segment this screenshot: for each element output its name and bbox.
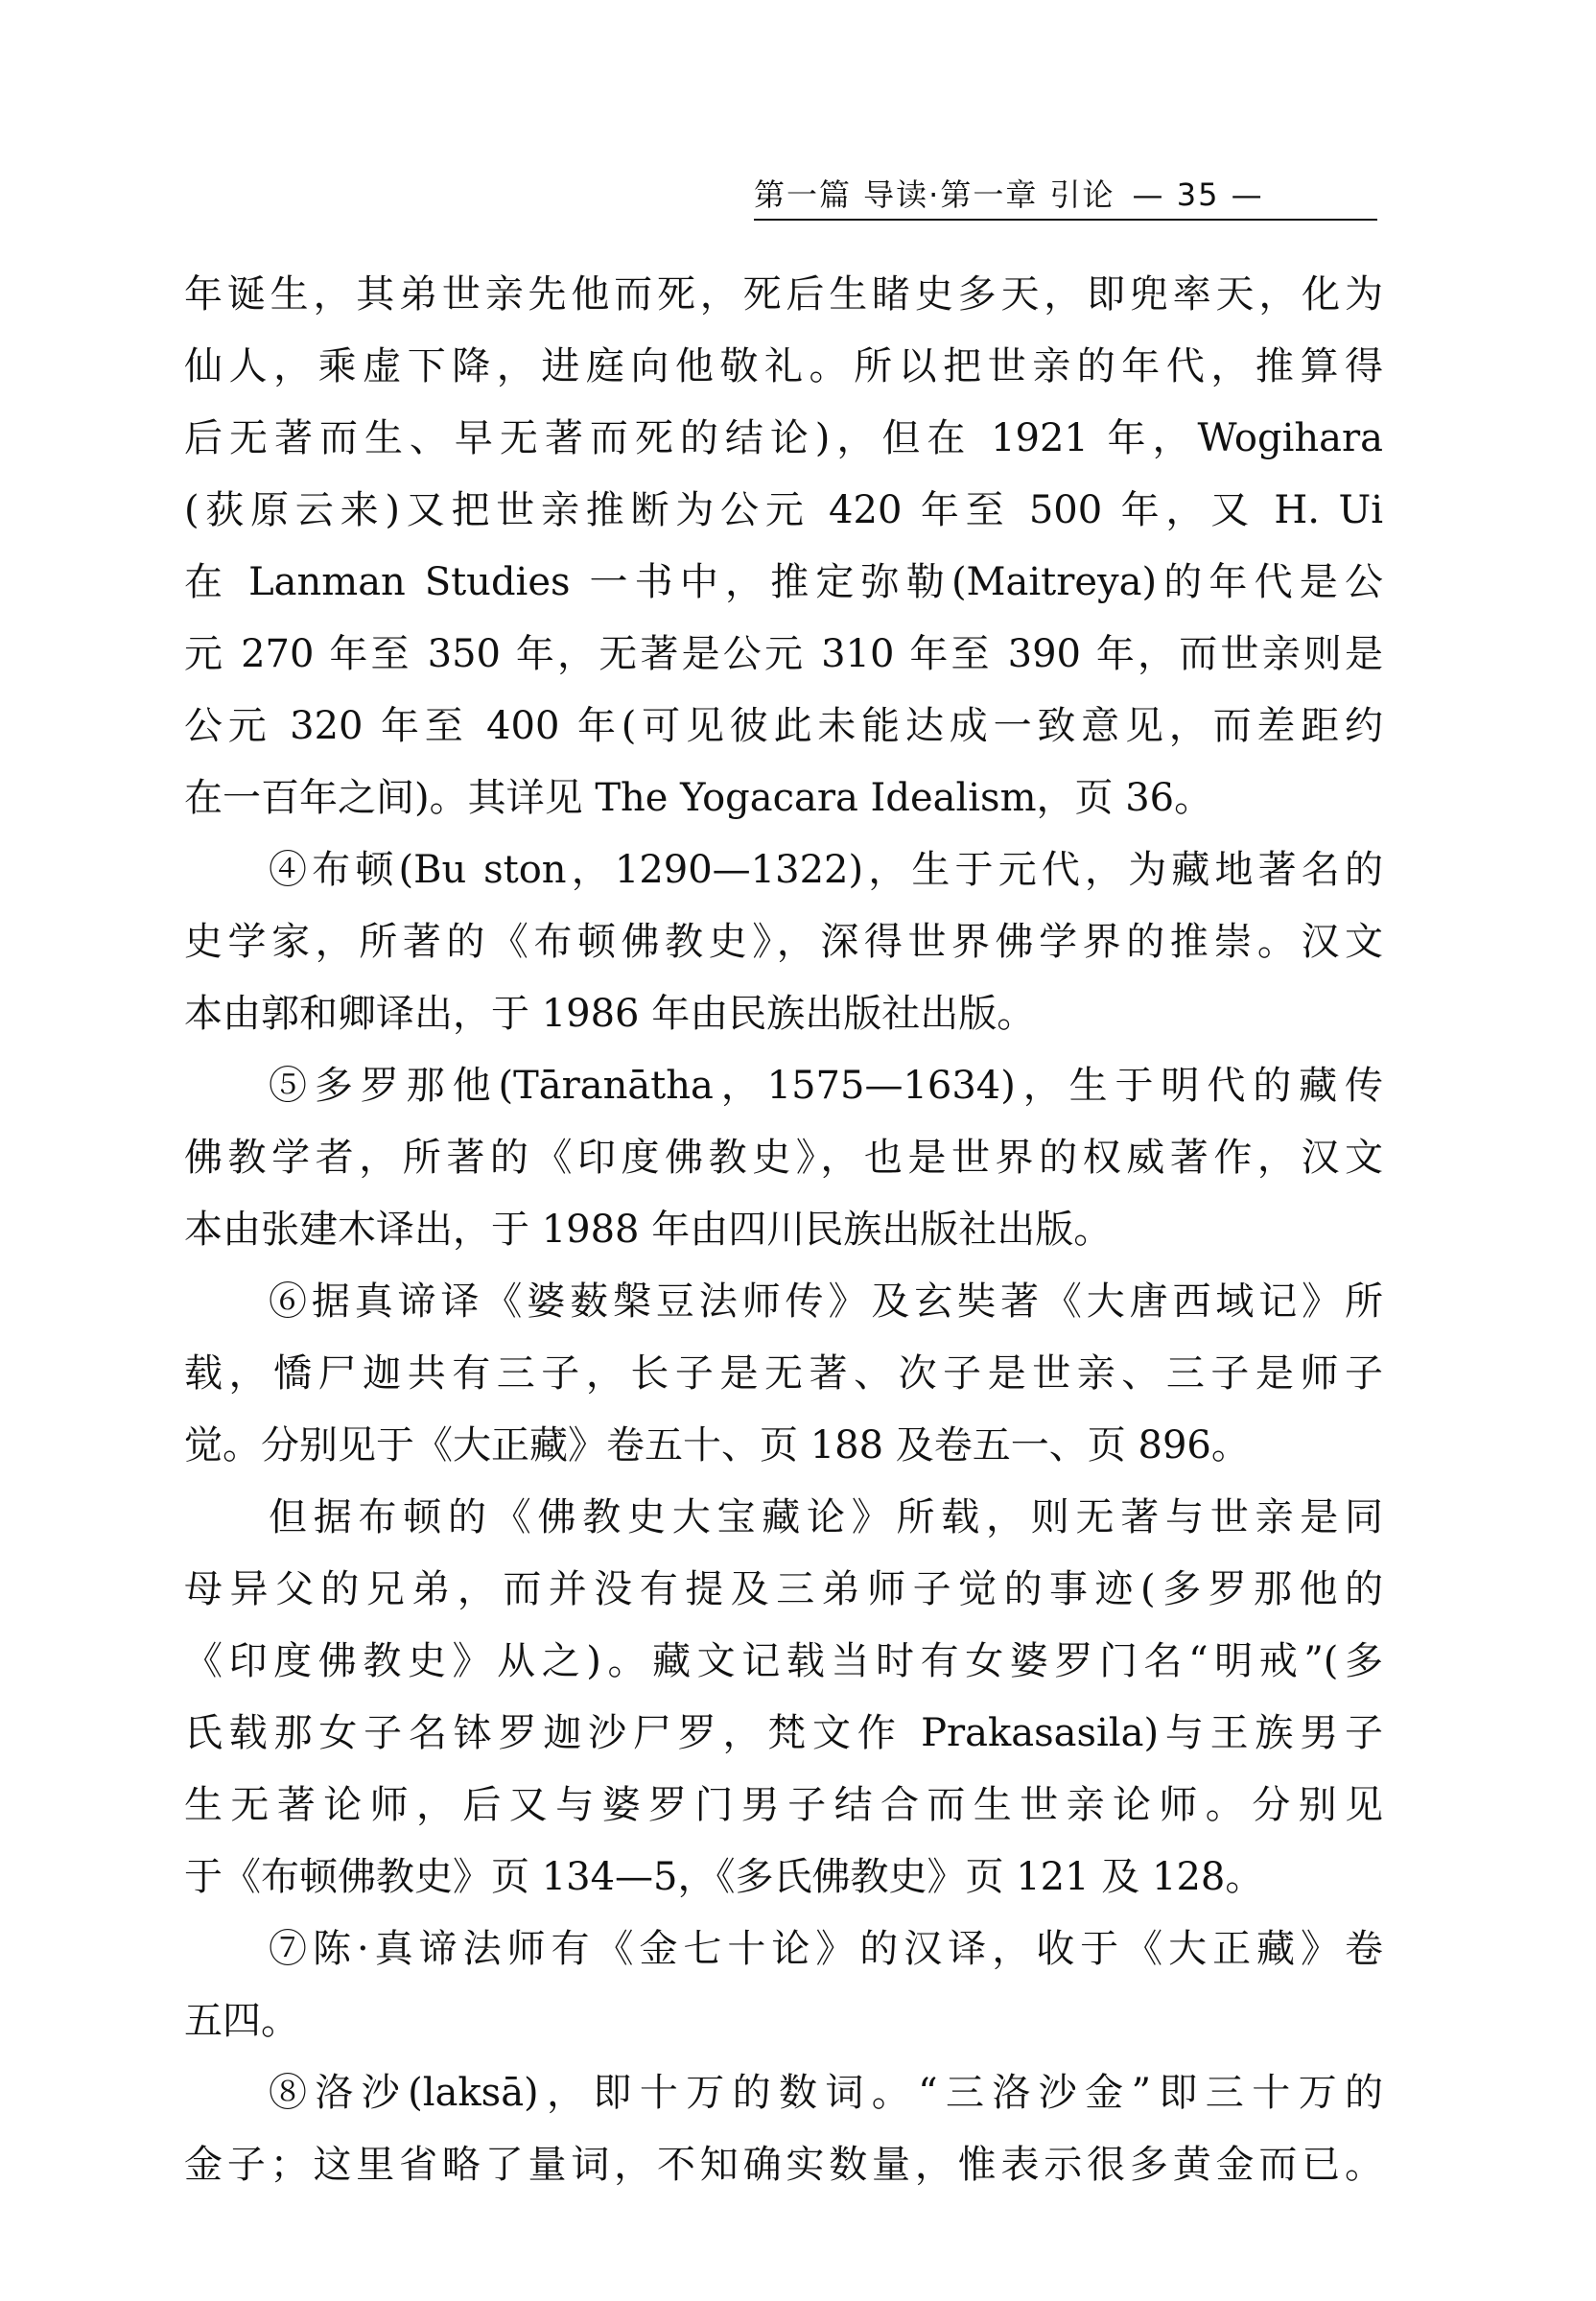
text-line: 元 270 年至 350 年，无著是公元 310 年至 390 年，而世亲则是 bbox=[184, 632, 1383, 676]
footnote-line: ⑧洛沙(laksā)，即十万的数词。“三洛沙金”即三十万的 bbox=[269, 2071, 1383, 2115]
text-line: 后无著而生、早无著而死的结论)，但在 1921 年，Wogihara bbox=[184, 416, 1383, 460]
paragraph-first-line: 但据布顿的《佛教史大宝藏论》所载，则无著与世亲是同 bbox=[269, 1495, 1383, 1539]
text-line: 公元 320 年至 400 年(可见彼此未能达成一致意见，而差距约 bbox=[184, 704, 1383, 748]
text-line: 金子；这里省略了量词，不知确实数量，惟表示很多黄金而已。 bbox=[184, 2143, 1383, 2187]
text-line: 本由郭和卿译出，于 1986 年由民族出版社出版。 bbox=[184, 992, 1036, 1036]
footnote-line: ④布顿(Bu ston，1290—1322)，生于元代，为藏地著名的 bbox=[269, 848, 1383, 892]
text-line: 史学家，所著的《布顿佛教史》，深得世界佛学界的推崇。汉文 bbox=[184, 920, 1383, 964]
running-title: 第一篇 导读·第一章 引论 bbox=[754, 176, 1115, 213]
text-line: 生无著论师，后又与婆罗门男子结合而生世亲论师。分别见 bbox=[184, 1783, 1383, 1827]
text-line: 仙人，乘虚下降，进庭向他敬礼。所以把世亲的年代，推算得 bbox=[184, 344, 1383, 388]
text-line: 佛教学者，所著的《印度佛教史》，也是世界的权威著作，汉文 bbox=[184, 1136, 1383, 1180]
text-line: 觉。分别见于《大正藏》卷五十、页 188 及卷五一、页 896。 bbox=[184, 1423, 1250, 1467]
text-line: 本由张建木译出，于 1988 年由四川民族出版社出版。 bbox=[184, 1208, 1113, 1252]
text-line: 年诞生，其弟世亲先他而死，死后生睹史多天，即兜率天，化为 bbox=[184, 272, 1383, 317]
header-rule bbox=[754, 219, 1377, 221]
text-line: 氏载那女子名钵罗迦沙尸罗，梵文作 Prakasasila)与王族男子 bbox=[184, 1711, 1383, 1755]
text-line: (荻原云来)又把世亲推断为公元 420 年至 500 年，又 H. Ui bbox=[184, 488, 1383, 532]
text-line: 在 Lanman Studies 一书中，推定弥勒(Maitreya)的年代是公 bbox=[184, 560, 1383, 604]
footnote-line: ⑤多罗那他(Tāranātha，1575—1634)，生于明代的藏传 bbox=[269, 1064, 1383, 1108]
text-line: 《印度佛教史》从之)。藏文记载当时有女婆罗门名“明戒”(多 bbox=[184, 1639, 1383, 1683]
body-text bbox=[184, 259, 1383, 2201]
footnote-line: ⑥据真谛译《婆薮槃豆法师传》及玄奘著《大唐西域记》所 bbox=[269, 1280, 1383, 1324]
footnote-line: ⑦陈·真谛法师有《金七十论》的汉译，收于《大正藏》卷 bbox=[269, 1927, 1383, 1971]
text-line: 于《布顿佛教史》页 134—5，《多氏佛教史》页 121 及 128。 bbox=[184, 1855, 1264, 1899]
text-line: 载，憍尸迦共有三子，长子是无著、次子是世亲、三子是师子 bbox=[184, 1351, 1383, 1396]
text-line: 在一百年之间)。其详见 The Yogacara Idealism，页 36。 bbox=[184, 776, 1213, 820]
text-line: 母异父的兄弟，而并没有提及三弟师子觉的事迹(多罗那他的 bbox=[184, 1567, 1383, 1611]
text-line: 五四。 bbox=[184, 1999, 299, 2043]
running-head bbox=[754, 171, 1377, 219]
page-number: — 35 — bbox=[1132, 176, 1264, 213]
